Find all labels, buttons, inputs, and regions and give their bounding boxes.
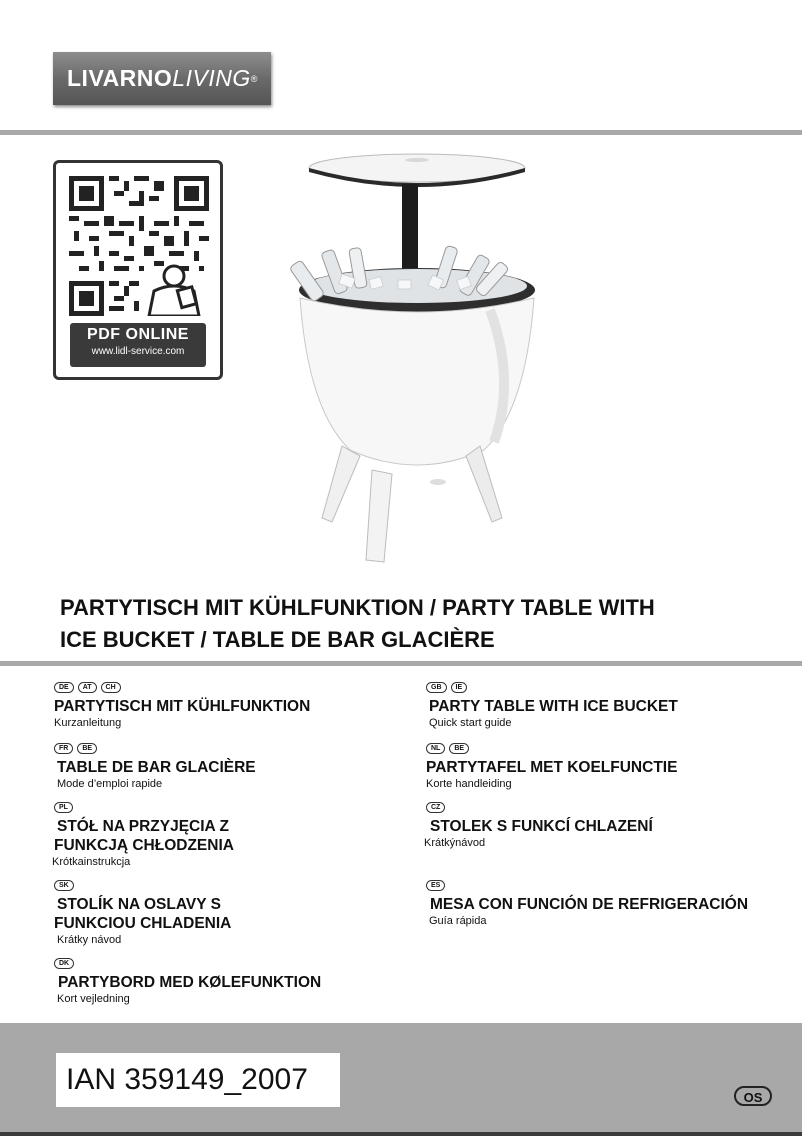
ian-number: IAN 359149_2007 [56,1053,340,1107]
country-badge: DE [54,682,74,693]
country-badge: PL [54,802,73,813]
lang-block-dk[interactable] [54,958,321,1006]
lang-title: STOLEK S FUNKCÍ CHLAZENÍ [430,818,653,835]
country-badges [54,880,231,892]
lang-block-pl[interactable] [54,802,234,869]
lang-title: PARTY TABLE WITH ICE BUCKET [429,698,678,715]
country-badge: ES [426,880,445,891]
pdf-online-badge[interactable] [70,323,206,367]
country-badges [426,682,678,694]
lang-block-cz[interactable] [426,802,653,850]
country-badges [426,802,653,814]
lang-subtitle: Krátkýnávod [424,837,486,849]
country-badges [426,743,677,755]
main-title-line2: ICE BUCKET / TABLE DE BAR GLACIÈRE [60,627,495,652]
main-title [60,592,780,656]
country-badge: BE [77,743,97,754]
pdf-online-label: PDF ONLINE [87,326,189,343]
country-badges [54,958,321,970]
country-badge: NL [426,743,445,754]
lang-title: PARTYBORD MED KØLEFUNKTION [58,974,322,991]
country-badge: FR [54,743,73,754]
country-badges [54,743,256,755]
lang-block-de[interactable] [54,682,310,730]
logo-part2: LIVING [172,65,251,91]
brand-logo [53,52,271,105]
country-badge: CZ [426,802,445,813]
os-code-badge: OS [734,1086,772,1106]
lang-title: TABLE DE BAR GLACIÈRE [57,759,256,776]
lang-title: PARTYTAFEL MET KOELFUNCTIE [426,759,678,776]
country-badge: GB [426,682,447,693]
top-divider [0,130,802,135]
product-image [280,150,550,570]
lang-block-nl[interactable] [426,743,677,791]
lang-title: PARTYTISCH MIT KÜHLFUNKTION [54,698,311,715]
lang-title: STOLÍK NA OSLAVY S [57,896,221,913]
lang-subtitle: Kort vejledning [57,993,130,1005]
logo-registered: ® [250,73,258,84]
logo-part1: LIVARNO [67,65,173,91]
lang-title: STÓŁ NA PRZYJĘCIA Z [57,818,229,835]
lang-block-gb[interactable] [426,682,678,730]
lang-subtitle: Guía rápida [429,915,487,927]
qr-code-icon [69,176,209,316]
country-badge: DK [54,958,74,969]
country-badge: SK [54,880,74,891]
lang-block-fr[interactable] [54,743,256,791]
lang-subtitle: Krátky návod [57,934,122,946]
lang-subtitle: Krótkainstrukcja [52,856,131,868]
country-badges [54,802,234,814]
lang-subtitle: Mode d’emploi rapide [57,778,163,790]
bottom-line [0,1132,802,1136]
lang-subtitle: Quick start guide [429,717,512,729]
lang-block-sk[interactable] [54,880,231,947]
country-badge: CH [101,682,121,693]
lang-subtitle: Korte handleiding [426,778,512,790]
title-divider [0,661,802,666]
lang-title-line2: FUNKCJĄ CHŁODZENIA [54,837,234,854]
country-badge: BE [449,743,469,754]
main-title-line1: PARTYTISCH MIT KÜHLFUNKTION / PARTY TABLE WITH [60,595,655,620]
qr-card[interactable] [53,160,223,380]
country-badges [54,682,310,694]
lang-title-line2: FUNKCIOU CHLADENIA [54,915,232,932]
lang-block-es[interactable] [426,880,748,928]
lang-subtitle: Kurzanleitung [54,717,122,729]
country-badge: IE [451,682,468,693]
country-badges [426,880,748,892]
country-badge: AT [78,682,97,693]
pdf-online-url[interactable]: www.lidl-service.com [91,346,185,357]
lang-title: MESA CON FUNCIÓN DE REFRIGERACIÓN [430,896,749,913]
